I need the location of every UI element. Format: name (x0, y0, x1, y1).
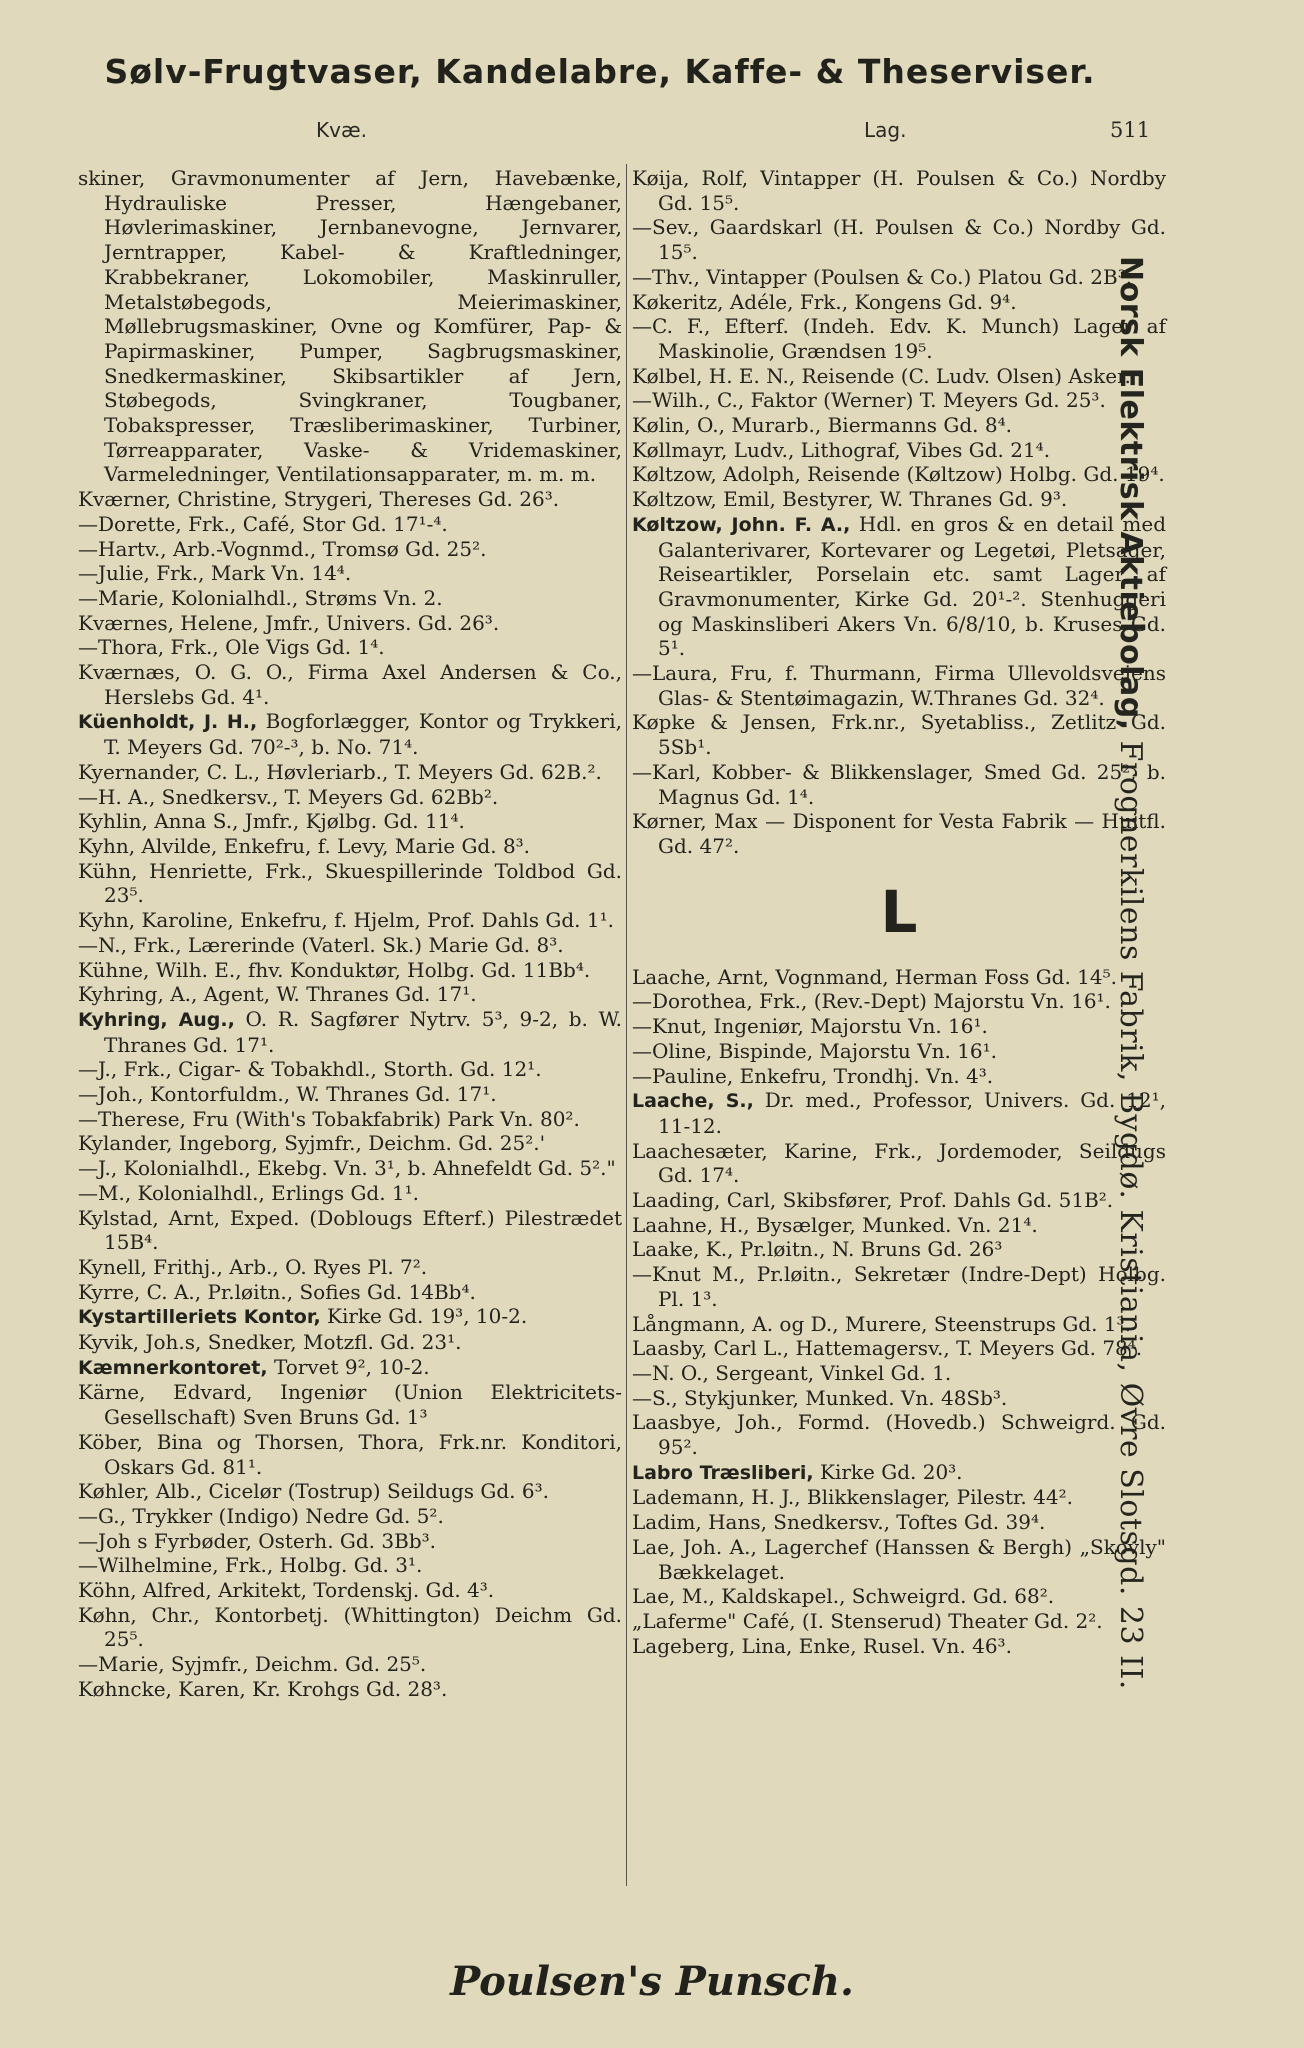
directory-entry (632, 1039, 1166, 1064)
directory-entry (78, 1430, 622, 1479)
directory-entry (78, 709, 622, 759)
directory-entry (78, 908, 622, 933)
directory-entry (78, 1504, 622, 1529)
entry-text: Kirke Gd. 20³. (813, 1459, 963, 1484)
directory-entry (78, 1057, 622, 1082)
directory-entry (78, 586, 622, 611)
entry-text: —Sev., Gaardskarl (H. Poulsen & Co.) Nordby Gd. 15⁵. (632, 215, 1166, 265)
bottom-advertisement: Poulsen's Punsch. (450, 1958, 854, 2005)
directory-entry (632, 710, 1166, 759)
directory-entry (78, 537, 622, 562)
directory-entry (632, 1386, 1166, 1411)
directory-entry (78, 1206, 622, 1255)
entry-text: —Pauline, Enkefru, Trondhj. Vn. 4³. (632, 1063, 994, 1088)
entry-text: Bogforlægger, Kontor og Trykkeri, T. Meyers Gd. 70²-³, b. No. 71⁴. (104, 709, 622, 760)
entry-text: —Joh., Kontorfuldm., W. Thranes Gd. 17¹. (78, 1082, 497, 1107)
directory-entry (78, 1529, 622, 1554)
entry-text: Lae, Joh. A., Lagerchef (Hanssen & Bergh) „Skovly" Bækkelaget. (632, 1534, 1166, 1584)
entry-text: Kyhn, Alvilde, Enkefru, f. Levy, Marie Gd. 8³. (78, 833, 531, 858)
entry-text: Ladim, Hans, Snedkersv., Toftes Gd. 39⁴. (632, 1510, 1046, 1535)
directory-entry (78, 1181, 622, 1206)
directory-entry (632, 314, 1166, 363)
entry-text: —Dorette, Frk., Café, Stor Gd. 17¹-⁴. (78, 511, 448, 536)
directory-entry (78, 1255, 622, 1280)
directory-entry (78, 785, 622, 810)
entry-bold-name: Labro Træsliberi, (632, 1461, 814, 1484)
entry-text: Kølbel, H. E. N., Reisende (C. Ludv. Olsen) Asker. (632, 363, 1131, 388)
column-divider (626, 164, 627, 1886)
entry-text: Køltzow, Emil, Bestyrer, W. Thranes Gd. 9³. (632, 487, 1068, 512)
directory-entry (78, 760, 622, 785)
entry-text: —Hartv., Arb.-Vognmd., Tromsø Gd. 25². (78, 536, 487, 561)
entry-text: Laasbye, Joh., Formd. (Hovedb.) Schweigrd. Gd. 95². (632, 1410, 1166, 1460)
directory-entry (78, 1107, 622, 1132)
directory-entry (632, 487, 1166, 512)
directory-entry (632, 215, 1166, 264)
entry-text: —Laura, Fru, f. Thurmann, Firma Ullevoldsveiens Glas- & Stentøimagazin, W.Thranes Gd. 32⁴. (632, 661, 1166, 710)
entry-text: Kyhlin, Anna S., Jmfr., Kjølbg. Gd. 11⁴. (78, 809, 465, 834)
entry-text: Laading, Carl, Skibsfører, Prof. Dahls Gd. 51B². (632, 1188, 1114, 1213)
directory-entry (78, 487, 622, 512)
entry-text: Kyernander, C. L., Høvleriarb., T. Meyers Gd. 62B.². (78, 759, 602, 784)
entry-text: —H. A., Snedkersv., T. Meyers Gd. 62Bb². (78, 784, 499, 809)
entry-text: Hdl. en gros & en detail med Galanterivarer, Kortevarer og Legetøi, Pletsager, Reiseartikler, Porselain etc. samt Lager af Gravmonumenter, Kirke Gd. 20¹-². Stenhuggeri og Maskinsliberi Akers Vn. 6/8/10, b. Kruses Gd. 5¹. (658, 511, 1167, 661)
directory-entry (632, 1410, 1166, 1459)
directory-entry (632, 1312, 1166, 1337)
entry-text: Laasby, Carl L., Hattemagersv., T. Meyers Gd. 78⁴. (632, 1336, 1143, 1361)
entry-text: Kølin, O., Murarb., Biermanns Gd. 8⁴. (632, 413, 1012, 438)
entry-text: Lademann, H. J., Blikkenslager, Pilestr. 44². (632, 1485, 1073, 1510)
directory-entry (632, 809, 1166, 858)
directory-entry (78, 982, 622, 1007)
directory-entry (632, 1139, 1166, 1188)
directory-entry (632, 1535, 1166, 1584)
directory-entry (78, 660, 622, 709)
entry-bold-name: Laache, S., (632, 1090, 754, 1113)
entry-text: Kylander, Ingeborg, Syjmfr., Deichm. Gd. 25².' (78, 1131, 546, 1156)
entry-text: Långmann, A. og D., Murere, Steenstrups Gd. 1³. (632, 1311, 1131, 1336)
entry-text: „Laferme" Café, (I. Stenserud) Theater Gd. 2². (632, 1608, 1103, 1633)
entry-text: —Knut M., Pr.løitn., Sekretær (Indre-Dept) Holbg. Pl. 1³. (632, 1262, 1166, 1311)
directory-entry (78, 1330, 622, 1355)
directory-entry (78, 1603, 622, 1652)
directory-entry (632, 1634, 1166, 1659)
directory-entry (78, 1007, 622, 1057)
entry-text: —Knut, Ingeniør, Majorstu Vn. 16¹. (632, 1014, 988, 1039)
directory-entry (632, 1213, 1166, 1238)
side-advertisement (1104, 256, 1156, 1856)
entry-text: Kyhring, A., Agent, W. Thranes Gd. 17¹. (78, 982, 477, 1007)
directory-entry (78, 1578, 622, 1603)
entry-bold-name: Küenholdt, J. H., (78, 711, 258, 734)
entry-bold-name: Kystartilleriets Kontor, (78, 1306, 321, 1329)
directory-entry (78, 1380, 622, 1429)
left-column (78, 166, 622, 1702)
entry-text: Køltzow, Adolph, Reisende (Køltzow) Holbg. Gd. 19⁴. (632, 462, 1165, 487)
directory-entry (78, 1304, 622, 1330)
directory-entry (632, 1262, 1166, 1311)
entry-text: —Thv., Vintapper (Poulsen & Co.) Platou Gd. 2B³. (632, 264, 1133, 289)
entry-text: Kyvik, Joh.s, Snedker, Motzfl. Gd. 23¹. (78, 1330, 462, 1355)
entry-text: —Julie, Frk., Mark Vn. 14⁴. (78, 561, 352, 586)
directory-entry (632, 413, 1166, 438)
page-number: 511 (1110, 118, 1151, 142)
entry-text: Torvet 9², 10-2. (267, 1354, 430, 1379)
entry-text: Köhn, Alfred, Arkitekt, Tordenskj. Gd. 4³. (78, 1578, 495, 1603)
entry-text: Laachesæter, Karine, Frk., Jordemoder, Seildugs Gd. 17⁴. (632, 1138, 1166, 1188)
directory-entry (632, 265, 1166, 290)
running-head-left: Kvæ. (316, 118, 367, 142)
directory-entry (632, 462, 1166, 487)
directory-entry (78, 166, 622, 487)
directory-entry (632, 512, 1166, 661)
entry-text: —N. O., Sergeant, Vinkel Gd. 1. (632, 1360, 952, 1385)
directory-entry (78, 1082, 622, 1107)
entry-text: Dr. med., Professor, Univers. Gd. 12¹, 11-12. (658, 1088, 1166, 1138)
directory-entry (78, 1280, 622, 1305)
entry-text: Kyhn, Karoline, Enkefru, f. Hjelm, Prof. Dahls Gd. 1¹. (78, 908, 614, 933)
directory-entry (632, 438, 1166, 463)
running-head-center: Lag. (864, 118, 907, 142)
entry-text: Laache, Arnt, Vognmand, Herman Foss Gd. 14⁵. (632, 964, 1118, 989)
entry-text: Kühn, Henriette, Frk., Skuespillerinde Toldbod Gd. 23⁵. (78, 858, 622, 908)
directory-entry (78, 635, 622, 660)
directory-entry (78, 512, 622, 537)
entry-text: —Oline, Bispinde, Majorstu Vn. 16¹. (632, 1038, 998, 1063)
entry-text: Laake, K., Pr.løitn., N. Bruns Gd. 26³ (632, 1237, 1003, 1262)
directory-entry (632, 989, 1166, 1014)
entry-text: Kyrre, C. A., Pr.løitn., Sofies Gd. 14Bb⁴. (78, 1279, 476, 1304)
side-ad-address: Frognerkilens Fabrik, Bygdø. Kristiania, Øvre Slotsgd. 23 II. (1113, 730, 1148, 1690)
entry-text: —Marie, Kolonialhdl., Strøms Vn. 2. (78, 585, 443, 610)
section-letter: L (880, 877, 918, 946)
entry-text: Kylstad, Arnt, Exped. (Doblougs Efterf.) Pilestrædet 15B⁴. (78, 1205, 622, 1255)
entry-text: Köber, Bina og Thorsen, Thora, Frk.nr. Konditori, Oskars Gd. 81¹. (78, 1429, 622, 1479)
entry-text: —Wilhelmine, Frk., Holbg. Gd. 3¹. (78, 1553, 423, 1578)
directory-entry (632, 1064, 1166, 1089)
entry-text: —N., Frk., Lærerinde (Vaterl. Sk.) Marie Gd. 8³. (78, 932, 564, 957)
entry-text: Køhler, Alb., Cicelør (Tostrup) Seildugs Gd. 6³. (78, 1479, 549, 1504)
entry-text: Køpke & Jensen, Frk.nr., Syetabliss., Zetlitz Gd. 5Sb¹. (632, 710, 1166, 760)
directory-entry (632, 1510, 1166, 1535)
entry-text: Kværner, Christine, Strygeri, Thereses Gd. 26³. (78, 487, 560, 512)
directory-entry (78, 561, 622, 586)
directory-entry (78, 1156, 622, 1181)
entry-text: Kühne, Wilh. E., fhv. Konduktør, Holbg. Gd. 11Bb⁴. (78, 957, 591, 982)
right-column (632, 166, 1166, 1658)
entry-text: Kynell, Frithj., Arb., O. Ryes Pl. 7². (78, 1254, 428, 1279)
directory-entry (78, 809, 622, 834)
directory-entry (632, 1014, 1166, 1039)
entry-text: —J., Kolonialhdl., Ekebg. Vn. 3¹, b. Ahnefeldt Gd. 5²." (78, 1156, 616, 1181)
entry-text: —Wilh., C., Faktor (Werner) T. Meyers Gd. 25³. (632, 388, 1106, 413)
directory-entry (632, 290, 1166, 315)
entry-text: —S., Stykjunker, Munked. Vn. 48Sb³. (632, 1385, 1008, 1410)
directory-entry (632, 1460, 1166, 1486)
directory-entry (632, 1088, 1166, 1138)
entry-text: —G., Trykker (Indigo) Nedre Gd. 5². (78, 1503, 444, 1528)
entry-text: —Marie, Syjmfr., Deichm. Gd. 25⁵. (78, 1652, 427, 1677)
directory-entry (632, 965, 1166, 990)
entry-text: Lageberg, Lina, Enke, Rusel. Vn. 46³. (632, 1633, 1012, 1658)
entry-text: Kværnes, Helene, Jmfr., Univers. Gd. 26³. (78, 610, 500, 635)
directory-entry (632, 1584, 1166, 1609)
entry-text: —J., Frk., Cigar- & Tobakhdl., Storth. Gd. 12¹. (78, 1057, 542, 1082)
directory-entry (78, 1131, 622, 1156)
directory-entry (78, 1479, 622, 1504)
entry-text: —Karl, Kobber- & Blikkenslager, Smed Gd. 25², b. Magnus Gd. 1⁴. (632, 759, 1166, 809)
entry-text: Lae, M., Kaldskapel., Schweigrd. Gd. 68². (632, 1584, 1055, 1609)
entry-text: —Therese, Fru (With's Tobakfabrik) Park Vn. 80². (78, 1106, 580, 1131)
directory-entry (632, 1336, 1166, 1361)
entry-text: —Dorothea, Frk., (Rev.-Dept) Majorstu Vn. 16¹. (632, 989, 1111, 1014)
entry-bold-name: Kæmnerkontoret, (78, 1356, 268, 1379)
entry-text: Kørner, Max — Disponent for Vesta Fabrik — Huitfl. Gd. 47². (632, 809, 1166, 858)
directory-entry (78, 1553, 622, 1578)
directory-entry (632, 1361, 1166, 1386)
directory-entry (632, 364, 1166, 389)
entry-text: Køkeritz, Adéle, Frk., Kongens Gd. 9⁴. (632, 289, 1017, 314)
directory-entry (78, 1355, 622, 1381)
directory-entry (632, 1609, 1166, 1634)
directory-entry (78, 834, 622, 859)
entry-text: —Joh s Fyrbøder, Osterh. Gd. 3Bb³. (78, 1528, 436, 1553)
entry-text: Kärne, Edvard, Ingeniør (Union Elektricitets-Gesellschaft) Sven Bruns Gd. 1³ (78, 1380, 622, 1430)
directory-entry (78, 958, 622, 983)
entry-text: Laahne, H., Bysælger, Munked. Vn. 21⁴. (632, 1212, 1038, 1237)
entry-text: skiner, Gravmonumenter af Jern, Havebænke, Hydrauliske Presser, Hængebaner, Høvlerimaskiner, Jernbanevogne, Jernvarer, Jerntrapper, Kabel- & Kraftledninger, Krabbekraner, Lokomobiler, Maskinruller, Metalstøbegods, Meierimaskiner, Møllebrugsmaskiner, Ovne og Komfürer, Pap- & Papirmaskiner, Pumper, Sagbrugsmaskiner, Snedkermaskiner, Skibsartikler af Jern, Støbegods, Svingkraner, Tougbaner, Tobakspresser, Træsliberimaskiner, Turbiner, Tørreapparater, Vaske- & Vridemaskiner, Varmeledninger, Ventilationsapparater, m. m. m. (78, 166, 622, 487)
directory-entry (632, 388, 1166, 413)
entry-bold-name: Køltzow, John. F. A., (632, 513, 851, 536)
entry-text: Kværnæs, O. G. O., Firma Axel Andersen & Co., Herslebs Gd. 4¹. (78, 660, 622, 709)
side-ad-company: Norsk Elektrisk Aktiebolag, (1113, 256, 1148, 731)
directory-entry (78, 1652, 622, 1677)
directory-entry (632, 1188, 1166, 1213)
directory-entry (78, 859, 622, 908)
directory-entry (632, 1237, 1166, 1262)
entry-text: Køllmayr, Ludv., Lithograf, Vibes Gd. 21⁴. (632, 437, 1051, 462)
directory-entry (78, 1677, 622, 1702)
top-advertisement: Sølv-Frugtvaser, Kandelabre, Kaffe- & Theserviser. (104, 52, 1096, 91)
entry-text: Køhncke, Karen, Kr. Krohgs Gd. 28³. (78, 1676, 448, 1701)
entry-text: O. R. Sagfører Nytrv. 5³, 9-2, b. W. Thranes Gd. 17¹. (104, 1006, 623, 1057)
directory-entry (632, 760, 1166, 809)
entry-text: Køija, Rolf, Vintapper (H. Poulsen & Co.) Nordby Gd. 15⁵. (632, 166, 1166, 215)
directory-entry (632, 166, 1166, 215)
directory-entry (78, 611, 622, 636)
directory-entry (78, 933, 622, 958)
entry-text: —C. F., Efterf. (Indeh. Edv. K. Munch) Lager af Maskinolie, Grændsen 19⁵. (632, 314, 1166, 363)
directory-entry (632, 1485, 1166, 1510)
entry-text: —Thora, Frk., Ole Vigs Gd. 1⁴. (78, 635, 385, 660)
entry-text: —M., Kolonialhdl., Erlings Gd. 1¹. (78, 1180, 420, 1205)
entry-bold-name: Kyhring, Aug., (78, 1008, 235, 1031)
entry-text: Kirke Gd. 19³, 10-2. (320, 1304, 528, 1329)
entry-text: Køhn, Chr., Kontorbetj. (Whittington) Deichm Gd. 25⁵. (78, 1602, 622, 1652)
directory-entry (632, 661, 1166, 710)
